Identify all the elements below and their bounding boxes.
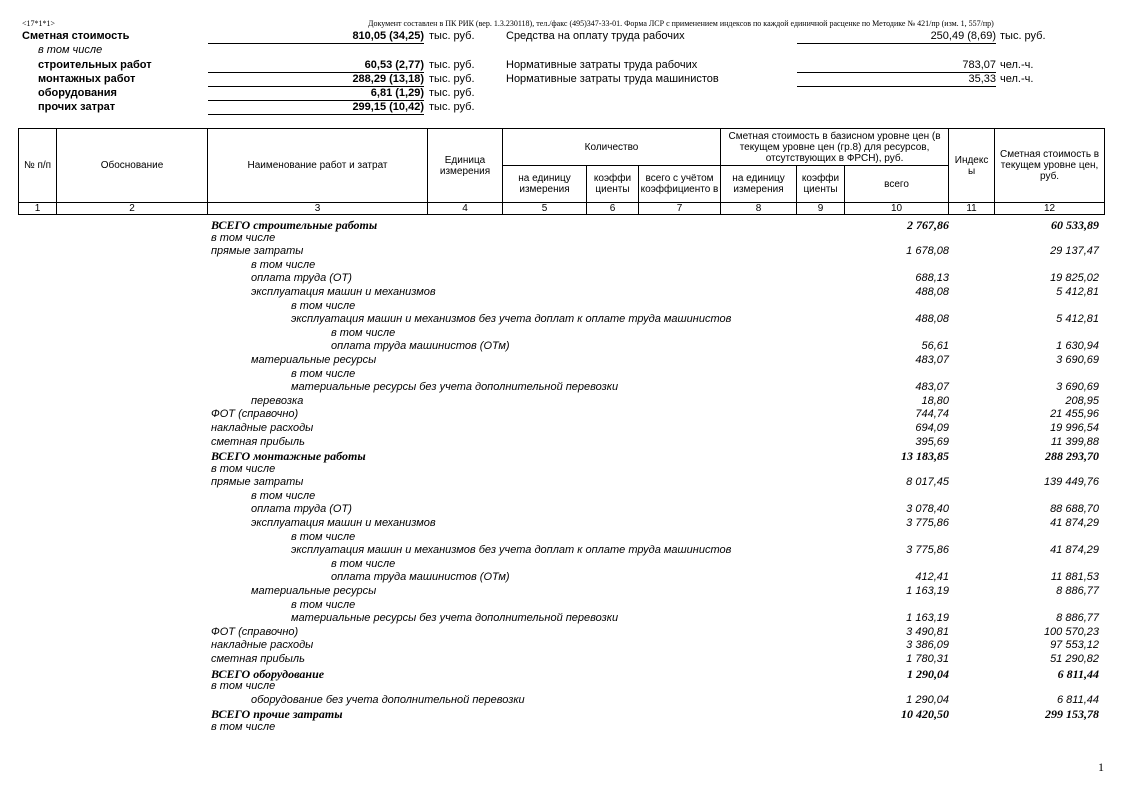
row-base-total: 1 780,31 bbox=[906, 653, 949, 665]
col-name: Наименование работ и затрат bbox=[208, 129, 428, 203]
row-base-total: 744,74 bbox=[915, 408, 949, 421]
row-label: оплата труда машинистов (ОТм) bbox=[331, 571, 510, 584]
summary-right-value: 250,49 (8,69) bbox=[797, 30, 996, 44]
table-row bbox=[0, 449, 1122, 463]
row-current-cost: 60 533,89 bbox=[1051, 218, 1099, 232]
col-index: Индекс ы bbox=[949, 129, 995, 203]
summary-right-unit: чел.-ч. bbox=[1000, 59, 1034, 71]
row-base-total: 18,80 bbox=[921, 394, 949, 407]
summary-unit: тыс. руб. bbox=[429, 59, 475, 71]
row-label: материальные ресурсы bbox=[251, 585, 377, 598]
table-row bbox=[0, 653, 1122, 667]
col-basis: Обоснование bbox=[57, 129, 208, 203]
table-row bbox=[0, 571, 1122, 585]
summary-label: Сметная стоимость bbox=[22, 30, 130, 42]
row-base-total: 694,09 bbox=[915, 421, 949, 434]
row-label: в том числе bbox=[291, 367, 356, 380]
column-number: 8 bbox=[721, 203, 797, 215]
row-label: ВСЕГО монтажные работы bbox=[211, 449, 366, 464]
row-label: в том числе bbox=[331, 557, 396, 570]
table-row bbox=[0, 313, 1122, 327]
table-row bbox=[0, 422, 1122, 436]
row-label: в том числе bbox=[211, 462, 276, 475]
table-row bbox=[0, 517, 1122, 531]
doc-code: <17*1*1> bbox=[22, 19, 56, 28]
row-base-total: 1 163,19 bbox=[906, 612, 949, 625]
column-number: 4 bbox=[428, 203, 503, 215]
table-row bbox=[0, 245, 1122, 259]
summary-value: 299,15 (10,42) bbox=[208, 101, 424, 115]
summary-unit: тыс. руб. bbox=[429, 73, 475, 85]
estimate-rows bbox=[0, 218, 1122, 735]
column-number: 9 bbox=[797, 203, 845, 215]
row-label: в том числе bbox=[251, 258, 316, 271]
row-base-total: 1 163,19 bbox=[906, 585, 949, 598]
row-current-cost: 29 137,47 bbox=[1050, 245, 1099, 258]
row-label: сметная прибыль bbox=[211, 653, 305, 665]
table-row bbox=[0, 218, 1122, 232]
summary-value: 6,81 (1,29) bbox=[208, 87, 424, 101]
row-label: оплата труда машинистов (ОТм) bbox=[331, 340, 510, 353]
table-row bbox=[0, 680, 1122, 694]
table-row bbox=[0, 503, 1122, 517]
doc-info: Документ составлен в ПК РИК (вер. 1.3.230118), тел./факс (495)347-33-01. Форма ЛСР с применением индексов по каждой единичной расценке по Методике № 421/пр (изм. 1, 557/пр) bbox=[368, 19, 994, 28]
summary-unit: тыс. руб. bbox=[429, 101, 475, 113]
row-label: эксплуатация машин и механизмов без учета доплат к оплате труда машинистов bbox=[291, 544, 732, 557]
row-label: накладные расходы bbox=[211, 639, 314, 652]
row-label: прямые затраты bbox=[211, 245, 304, 258]
row-base-total: 688,13 bbox=[915, 272, 949, 285]
row-current-cost: 208,95 bbox=[1065, 394, 1099, 407]
summary-label: строительных работ bbox=[38, 59, 152, 71]
row-current-cost: 19 996,54 bbox=[1050, 421, 1099, 434]
row-current-cost: 139 449,76 bbox=[1043, 476, 1099, 489]
column-number: 1 bbox=[19, 203, 57, 215]
row-current-cost: 3 690,69 bbox=[1056, 381, 1099, 394]
row-label: в том числе bbox=[291, 598, 356, 611]
col-base-coef: коэффи циенты bbox=[797, 166, 845, 203]
summary-right-label: Средства на оплату труда рабочих bbox=[506, 30, 685, 42]
row-base-total: 3 386,09 bbox=[906, 639, 949, 652]
row-base-total: 3 775,86 bbox=[906, 517, 949, 530]
row-label: ВСЕГО строительные работы bbox=[211, 218, 378, 232]
row-base-total: 3 490,81 bbox=[906, 625, 949, 638]
row-base-total: 1 290,04 bbox=[907, 666, 949, 681]
summary-label: в том числе bbox=[38, 44, 103, 56]
table-row bbox=[0, 612, 1122, 626]
row-current-cost: 21 455,96 bbox=[1050, 408, 1099, 421]
row-current-cost: 3 690,69 bbox=[1056, 353, 1099, 366]
col-base-per-unit: на единицу измерения bbox=[721, 166, 797, 203]
table-row bbox=[0, 626, 1122, 640]
row-label: материальные ресурсы bbox=[251, 353, 377, 366]
col-unit: Единица измерения bbox=[428, 129, 503, 203]
table-row bbox=[0, 408, 1122, 422]
column-number: 7 bbox=[639, 203, 721, 215]
row-current-cost: 88 688,70 bbox=[1050, 503, 1099, 516]
col-base-total: всего bbox=[845, 166, 949, 203]
table-row bbox=[0, 354, 1122, 368]
summary-right-label: Нормативные затраты труда машинистов bbox=[506, 73, 719, 85]
row-current-cost: 100 570,23 bbox=[1043, 625, 1099, 638]
summary-label: монтажных работ bbox=[38, 73, 136, 85]
row-current-cost: 288 293,70 bbox=[1045, 449, 1099, 464]
col-qty: Количество bbox=[503, 129, 721, 166]
col-np: № п/п bbox=[19, 129, 57, 203]
column-number: 5 bbox=[503, 203, 587, 215]
summary-right-value: 35,33 bbox=[797, 73, 996, 87]
row-base-total: 488,08 bbox=[915, 285, 949, 298]
row-base-total: 56,61 bbox=[921, 340, 949, 353]
row-label: в том числе bbox=[331, 326, 396, 339]
row-label: эксплуатация машин и механизмов bbox=[251, 285, 436, 298]
row-label: эксплуатация машин и механизмов без учета доплат к оплате труда машинистов bbox=[291, 313, 732, 326]
table-row bbox=[0, 544, 1122, 558]
row-label: эксплуатация машин и механизмов bbox=[251, 517, 436, 530]
summary-label: прочих затрат bbox=[38, 101, 116, 113]
summary-right-label: Нормативные затраты труда рабочих bbox=[506, 59, 698, 71]
summary-value: 288,29 (13,18) bbox=[208, 73, 424, 87]
row-label: прямые затраты bbox=[211, 476, 304, 489]
row-current-cost: 11 399,88 bbox=[1050, 435, 1099, 448]
row-label: сметная прибыль bbox=[211, 435, 305, 448]
table-row bbox=[0, 639, 1122, 653]
table-row bbox=[0, 340, 1122, 354]
row-label: ВСЕГО оборудование bbox=[211, 666, 325, 681]
col-base-cost: Сметная стоимость в базисном уровне цен (в текущем уровне цен (гр.8) для ресурсов, отсутствующих в ФРСН), руб. bbox=[721, 129, 949, 166]
table-row bbox=[0, 694, 1122, 708]
row-base-total: 1 290,04 bbox=[906, 693, 949, 706]
row-current-cost: 6 811,44 bbox=[1057, 666, 1099, 681]
row-current-cost: 5 412,81 bbox=[1056, 313, 1099, 326]
row-label: ФОТ (справочно) bbox=[211, 408, 299, 421]
page-number: 1 bbox=[1098, 760, 1104, 774]
row-label: в том числе bbox=[291, 299, 356, 312]
row-label: материальные ресурсы без учета дополнительной перевозки bbox=[291, 381, 619, 394]
table-row bbox=[0, 667, 1122, 681]
row-label: в том числе bbox=[251, 489, 316, 502]
summary-value: 810,05 (34,25) bbox=[208, 30, 424, 44]
row-current-cost: 8 886,77 bbox=[1056, 585, 1099, 598]
row-label: ФОТ (справочно) bbox=[211, 625, 299, 638]
row-label: оборудование без учета дополнительной перевозки bbox=[251, 693, 525, 706]
table-row bbox=[0, 286, 1122, 300]
row-label: ВСЕГО прочие затраты bbox=[211, 707, 343, 722]
row-base-total: 395,69 bbox=[915, 435, 949, 448]
row-label: в том числе bbox=[211, 680, 276, 693]
col-qty-total: всего с учётом коэффициенто в bbox=[639, 166, 721, 203]
row-current-cost: 11 881,53 bbox=[1050, 571, 1099, 584]
row-label: в том числе bbox=[211, 231, 276, 244]
row-current-cost: 1 630,94 bbox=[1056, 340, 1099, 353]
estimate-table-header bbox=[18, 128, 1105, 215]
table-row bbox=[0, 368, 1122, 382]
column-number: 10 bbox=[845, 203, 949, 215]
row-base-total: 412,41 bbox=[915, 571, 949, 584]
summary-label: оборудования bbox=[38, 87, 117, 99]
row-base-total: 13 183,85 bbox=[901, 449, 949, 464]
summary-right-unit: чел.-ч. bbox=[1000, 73, 1034, 85]
table-row bbox=[0, 463, 1122, 477]
row-label: материальные ресурсы без учета дополнительной перевозки bbox=[291, 612, 619, 625]
column-number: 6 bbox=[587, 203, 639, 215]
row-label: оплата труда (ОТ) bbox=[251, 272, 352, 285]
table-row bbox=[0, 436, 1122, 450]
row-base-total: 483,07 bbox=[915, 353, 949, 366]
table-row bbox=[0, 259, 1122, 273]
table-row bbox=[0, 272, 1122, 286]
table-row bbox=[0, 381, 1122, 395]
row-current-cost: 41 874,29 bbox=[1050, 544, 1099, 557]
row-current-cost: 51 290,82 bbox=[1050, 653, 1099, 665]
row-base-total: 8 017,45 bbox=[906, 476, 949, 489]
col-current-cost: Сметная стоимость в текущем уровне цен, руб. bbox=[995, 129, 1105, 203]
table-row bbox=[0, 599, 1122, 613]
row-current-cost: 19 825,02 bbox=[1050, 272, 1099, 285]
row-label: в том числе bbox=[211, 720, 276, 733]
column-number: 11 bbox=[949, 203, 995, 215]
row-current-cost: 299 153,78 bbox=[1045, 707, 1099, 722]
summary-right-unit: тыс. руб. bbox=[1000, 30, 1046, 42]
row-label: в том числе bbox=[291, 530, 356, 543]
summary-right-value: 783,07 bbox=[797, 59, 996, 73]
row-current-cost: 97 553,12 bbox=[1050, 639, 1099, 652]
summary-value: 60,53 (2,77) bbox=[208, 59, 424, 73]
table-row bbox=[0, 721, 1122, 735]
col-qty-coef: коэффи циенты bbox=[587, 166, 639, 203]
table-row bbox=[0, 232, 1122, 246]
row-current-cost: 5 412,81 bbox=[1056, 285, 1099, 298]
row-base-total: 2 767,86 bbox=[907, 218, 949, 232]
table-row bbox=[0, 558, 1122, 572]
row-base-total: 3 078,40 bbox=[906, 503, 949, 516]
row-current-cost: 8 886,77 bbox=[1056, 612, 1099, 625]
row-label: перевозка bbox=[251, 394, 304, 407]
table-row bbox=[0, 300, 1122, 314]
row-label: оплата труда (ОТ) bbox=[251, 503, 352, 516]
column-number: 12 bbox=[995, 203, 1105, 215]
row-base-total: 1 678,08 bbox=[906, 245, 949, 258]
table-row bbox=[0, 707, 1122, 721]
col-qty-per-unit: на единицу измерения bbox=[503, 166, 587, 203]
row-base-total: 3 775,86 bbox=[906, 544, 949, 557]
row-label: накладные расходы bbox=[211, 421, 314, 434]
summary-unit: тыс. руб. bbox=[429, 87, 475, 99]
column-number: 3 bbox=[208, 203, 428, 215]
column-number: 2 bbox=[57, 203, 208, 215]
row-base-total: 488,08 bbox=[915, 313, 949, 326]
table-row bbox=[0, 531, 1122, 545]
row-base-total: 10 420,50 bbox=[901, 707, 949, 722]
table-row bbox=[0, 490, 1122, 504]
table-row bbox=[0, 395, 1122, 409]
row-current-cost: 41 874,29 bbox=[1050, 517, 1099, 530]
table-row bbox=[0, 327, 1122, 341]
row-base-total: 483,07 bbox=[915, 381, 949, 394]
table-row bbox=[0, 476, 1122, 490]
row-current-cost: 6 811,44 bbox=[1056, 693, 1099, 706]
table-row bbox=[0, 585, 1122, 599]
summary-unit: тыс. руб. bbox=[429, 30, 475, 42]
